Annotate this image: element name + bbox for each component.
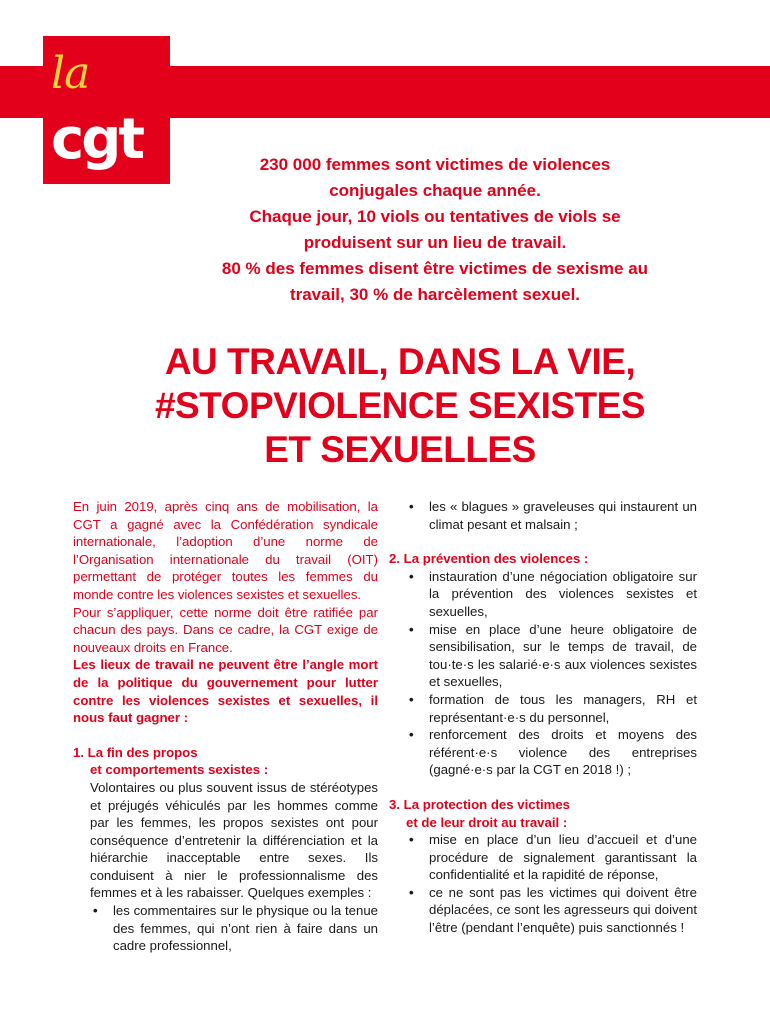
- section-1-list: [73, 902, 378, 955]
- section-2-title: 2. La prévention des violences :: [389, 551, 589, 567]
- list-item: [389, 884, 697, 937]
- logo-cgt-text: cgt: [51, 107, 143, 172]
- bullet-icon: •: [409, 884, 414, 900]
- bullet-icon: •: [409, 568, 414, 584]
- statistics-block: [180, 152, 690, 308]
- list-item-text: renforcement des droits et moyens des référent·e·s violence des entreprises (gagné·e·s par la CGT en 2018 !) ;: [429, 727, 697, 778]
- stat-workplace-rape: [180, 204, 690, 256]
- bullet-icon: •: [93, 903, 98, 919]
- intro-paragraph: En juin 2019, après cinq ans de mobilisation, la CGT a gagné avec la Confédération syndicale internationale, l’adoption d’une norme de l’Organisation internationale du travail (OIT) permettant de protéger toutes les femmes du monde contre les violences sexistes et sexuelles.: [73, 499, 378, 602]
- stat-sexism: [180, 256, 690, 308]
- headline-line-3: ET SEXUELLES: [264, 429, 536, 470]
- section-1-list-continued: [389, 498, 697, 533]
- list-item-text: formation de tous les managers, RH et représentant·e·s du personnel,: [429, 691, 697, 725]
- list-item: [389, 568, 697, 621]
- section-3-title: [389, 796, 697, 831]
- list-item-text: ce ne sont pas les victimes qui doivent être déplacées, ce sont les agresseurs qui doivent l’être (pendant l’enquête) puis sanctionnés !: [429, 884, 697, 936]
- ratification-paragraph: Pour s’appliquer, cette norme doit être ratifiée par chacun des pays. Dans ce cadre, la CGT exige de nouveaux droits en France.: [73, 604, 378, 655]
- logo-la-text: la: [51, 48, 90, 99]
- list-item: [389, 691, 697, 726]
- stat-line: 230 000 femmes sont victimes de violences: [259, 155, 611, 174]
- headline-line-2: #STOPVIOLENCE SEXISTES: [154, 385, 646, 426]
- stat-line: 80 % des femmes disent être victimes de sexisme au: [221, 259, 649, 278]
- stat-line: produisent sur un lieu de travail.: [303, 233, 567, 252]
- bullet-icon: •: [409, 727, 414, 743]
- list-item: [73, 902, 378, 955]
- list-item-text: les commentaires sur le physique ou la tenue des femmes, qui n’ont rien à faire dans un cadre professionnel,: [113, 903, 378, 954]
- stat-line: travail, 30 % de harcèlement sexuel.: [289, 285, 581, 304]
- section-3-list: [389, 831, 697, 937]
- section-1-text: Volontaires ou plus souvent issus de stéréotypes et préjugés véhiculés par les hommes comme par les femmes, les propos sexistes ont pour conséquence d’entretenir la différenciation et la hiérarchie inacceptable entre sexes. Ils conduisent à nier le professionnalisme des femmes et à les rabaisser. Quelques exemples :: [90, 779, 378, 901]
- stat-conjugal-violence: [180, 152, 690, 204]
- list-item: [389, 726, 697, 779]
- section-1-title-line-2: et comportements sexistes :: [90, 762, 269, 778]
- bullet-icon: •: [409, 691, 414, 707]
- page-headline: [120, 340, 680, 472]
- list-item: [389, 498, 697, 533]
- list-item: [389, 831, 697, 884]
- left-column: [73, 498, 378, 955]
- list-item-text: instauration d’une négociation obligatoire sur la prévention des violences sexistes et sexuelles,: [429, 568, 697, 619]
- bullet-icon: •: [409, 621, 414, 637]
- section-1-title-line-1: 1. La fin des propos: [73, 744, 198, 760]
- bold-statement: Les lieux de travail ne peuvent être l’angle mort de la politique du gouvernement pour lutter contre les violences sexistes et sexuelles, il nous faut gagner :: [73, 657, 378, 726]
- headline-line-1: AU TRAVAIL, DANS LA VIE,: [164, 341, 636, 382]
- section-1-title: [73, 744, 378, 779]
- bullet-icon: •: [409, 499, 414, 514]
- section-3-title-line-2: et de leur droit au travail :: [406, 814, 568, 830]
- section-3-title-line-1: 3. La protection des victimes: [389, 796, 571, 812]
- right-column: [389, 498, 697, 937]
- section-2-list: [389, 568, 697, 779]
- stat-line: conjugales chaque année.: [329, 181, 541, 200]
- bullet-icon: •: [409, 832, 414, 848]
- list-item: [389, 621, 697, 691]
- list-item-text: les « blagues » graveleuses qui instaurent un climat pesant et malsain ;: [429, 499, 697, 532]
- cgt-logo: [43, 36, 170, 184]
- stat-line: Chaque jour, 10 viols ou tentatives de viols se: [249, 207, 621, 226]
- list-item-text: mise en place d’une heure obligatoire de sensibilisation, sur le temps de travail, de tou·te·s les salarié·e·s aux violences sexistes et sexuelles,: [429, 621, 697, 690]
- list-item-text: mise en place d’un lieu d’accueil et d’une procédure de signalement garantissant la confidentialité et la rapidité de réponse,: [429, 832, 697, 883]
